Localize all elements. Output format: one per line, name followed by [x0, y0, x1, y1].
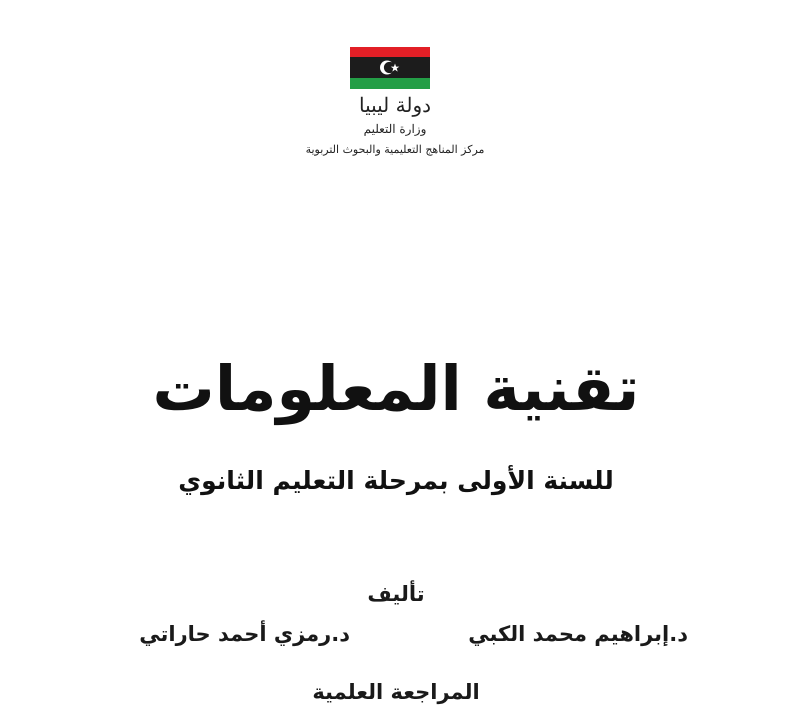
libya-flag [350, 47, 430, 89]
crescent-star-icon [350, 57, 430, 78]
center-name: مركز المناهج التعليمية والبحوث التربوية [305, 143, 485, 156]
scientific-review-label: المراجعة العلمية [312, 680, 480, 704]
flag-green-stripe [350, 78, 430, 89]
ministry-name: وزارة التعليم [363, 122, 427, 136]
state-name: دولة ليبيا [358, 93, 432, 117]
author-name-1: د.إبراهيم محمد الكبي [468, 622, 688, 646]
book-title: تقنية المعلومات [152, 352, 640, 425]
flag-red-stripe [350, 47, 430, 57]
authoring-label: تأليف [367, 582, 425, 606]
book-subtitle: للسنة الأولى بمرحلة التعليم الثانوي [178, 466, 614, 495]
author-name-2: د.رمزي أحمد حاراتي [139, 622, 350, 646]
